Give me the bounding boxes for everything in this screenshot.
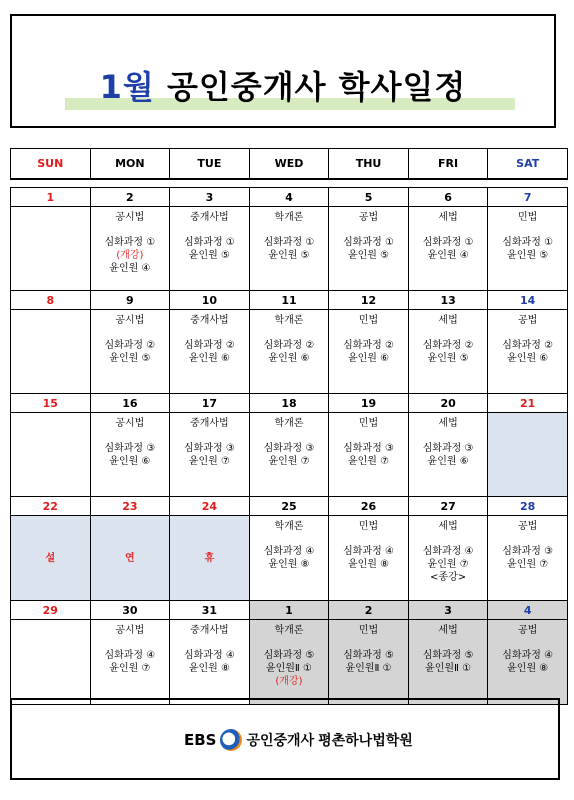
date-cell: 21 <box>488 394 568 413</box>
weekday-header-row <box>11 149 568 180</box>
schedule-cell <box>11 620 91 705</box>
subject-label: 학개론 <box>274 212 304 223</box>
brand-label: 공인중개사 <box>246 733 315 749</box>
date-cell: 15 <box>11 394 91 413</box>
date-cell: 5 <box>329 188 409 207</box>
schedule-line: 심화과정 ④ <box>343 546 394 557</box>
date-cell: 11 <box>249 291 329 310</box>
subject-label: 민법 <box>358 418 379 429</box>
week-row <box>11 310 568 394</box>
subject-label: 민법 <box>358 315 379 326</box>
schedule-line: 심화과정 ③ <box>263 443 315 454</box>
schedule-line: 윤인원 ④ <box>427 250 469 261</box>
ebs-logo-icon <box>220 729 242 751</box>
schedule-cell <box>249 620 329 705</box>
schedule-line: 윤인원 ⑥ <box>109 456 151 467</box>
schedule-line: (개강) <box>116 250 144 261</box>
schedule-line: 심화과정 ③ <box>343 443 394 454</box>
subject-label: 중개사법 <box>190 625 229 636</box>
schedule-line: 심화과정 ② <box>184 340 235 351</box>
schedule-line: 윤인원 ⑧ <box>347 559 390 570</box>
subject-label: 세법 <box>438 521 458 532</box>
schedule-cell <box>488 310 568 394</box>
weekday-sun: SUN <box>11 149 91 180</box>
schedule-line: 윤인원Ⅱ ① <box>265 663 312 674</box>
subject-label: 공시법 <box>115 418 145 429</box>
schedule-line: 심화과정 ① <box>343 237 394 248</box>
week-row <box>11 620 568 705</box>
schedule-line: 윤인원 ⑤ <box>109 353 151 364</box>
date-cell: 29 <box>11 601 91 620</box>
date-cell: 22 <box>11 497 91 516</box>
date-row <box>11 291 568 310</box>
holiday-cell: 휴 <box>170 516 250 601</box>
academy-label: 평촌하나법학원 <box>318 733 413 749</box>
schedule-line: 심화과정 ③ <box>184 443 235 454</box>
schedule-line: 윤인원 ⑥ <box>268 353 310 364</box>
schedule-line: 심화과정 ① <box>263 237 315 248</box>
schedule-cell <box>329 310 409 394</box>
date-cell: 13 <box>408 291 488 310</box>
date-cell: 31 <box>170 601 250 620</box>
subject-label: 세법 <box>438 418 458 429</box>
schedule-line: 윤인원 ⑦ <box>268 456 310 467</box>
date-row <box>11 497 568 516</box>
subject-label: 공시법 <box>115 625 145 636</box>
title-month: 1월 <box>99 68 155 106</box>
date-cell: 23 <box>90 497 170 516</box>
date-cell: 28 <box>488 497 568 516</box>
schedule-cell <box>11 310 91 394</box>
weekday-thu: THU <box>329 149 409 180</box>
schedule-line: 윤인원 ⑥ <box>507 353 549 364</box>
date-cell: 14 <box>488 291 568 310</box>
schedule-cell <box>488 516 568 601</box>
date-cell: 26 <box>329 497 409 516</box>
date-cell: 1 <box>249 601 329 620</box>
date-cell: 4 <box>488 601 568 620</box>
date-cell: 2 <box>329 601 409 620</box>
schedule-line: 심화과정 ④ <box>104 650 156 661</box>
schedule-line: 윤인원 ⑧ <box>188 663 230 674</box>
date-cell: 8 <box>11 291 91 310</box>
subject-label: 공법 <box>518 625 538 636</box>
date-cell: 30 <box>90 601 170 620</box>
date-cell: 20 <box>408 394 488 413</box>
subject-label: 세법 <box>438 212 458 223</box>
schedule-cell <box>329 207 409 291</box>
date-cell: 6 <box>408 188 488 207</box>
schedule-line: 윤인원 ⑦ <box>347 456 390 467</box>
schedule-line: <종강> <box>430 572 467 583</box>
schedule-cell <box>170 310 250 394</box>
schedule-cell <box>90 620 170 705</box>
ebs-label: EBS <box>184 731 217 749</box>
date-cell: 18 <box>249 394 329 413</box>
schedule-cell <box>249 207 329 291</box>
schedule-line: 심화과정 ① <box>422 237 474 248</box>
title-box <box>10 14 556 128</box>
schedule-cell <box>249 516 329 601</box>
holiday-cell: 설 <box>11 516 91 601</box>
schedule-cell <box>11 413 91 497</box>
schedule-line: 심화과정 ① <box>184 237 235 248</box>
date-cell: 4 <box>249 188 329 207</box>
schedule-line: 심화과정 ④ <box>502 650 554 661</box>
weekday-fri: FRI <box>408 149 488 180</box>
weekday-tue: TUE <box>170 149 250 180</box>
schedule-line: 윤인원 ⑦ <box>109 663 151 674</box>
schedule-cell <box>90 207 170 291</box>
date-cell: 24 <box>170 497 250 516</box>
schedule-line: 윤인원Ⅱ ① <box>345 663 392 674</box>
schedule-line: 심화과정 ① <box>104 237 156 248</box>
subject-label: 세법 <box>438 625 458 636</box>
date-cell: 2 <box>90 188 170 207</box>
schedule-cell <box>408 620 488 705</box>
schedule-line: 윤인원 ⑦ <box>507 559 549 570</box>
academy-logo <box>184 728 413 752</box>
date-cell: 3 <box>170 188 250 207</box>
spacer-cell <box>11 179 568 188</box>
date-cell: 3 <box>408 601 488 620</box>
schedule-line: 심화과정 ① <box>502 237 554 248</box>
schedule-line: 심화과정 ② <box>502 340 554 351</box>
subject-label: 공법 <box>358 212 379 223</box>
schedule-line: 윤인원 ⑤ <box>188 250 230 261</box>
schedule-line: 윤인원 ⑦ <box>427 559 469 570</box>
weekday-mon: MON <box>90 149 170 180</box>
schedule-line: 윤인원 ⑥ <box>427 456 469 467</box>
date-row <box>11 394 568 413</box>
date-cell: 9 <box>90 291 170 310</box>
schedule-cell <box>488 413 568 497</box>
subject-label: 학개론 <box>274 625 304 636</box>
schedule-line: 심화과정 ③ <box>422 443 474 454</box>
schedule-cell <box>408 310 488 394</box>
schedule-cell <box>90 413 170 497</box>
spacer-row <box>11 179 568 188</box>
schedule-line: 윤인원 ⑤ <box>427 353 469 364</box>
schedule-cell <box>249 310 329 394</box>
schedule-cell <box>488 207 568 291</box>
schedule-line: 윤인원 ⑥ <box>188 353 230 364</box>
schedule-line: 윤인원 ⑥ <box>347 353 390 364</box>
date-cell: 27 <box>408 497 488 516</box>
date-row <box>11 188 568 207</box>
weekday-wed: WED <box>249 149 329 180</box>
subject-label: 공법 <box>518 315 538 326</box>
schedule-line: 심화과정 ③ <box>104 443 156 454</box>
schedule-line: 심화과정 ② <box>422 340 474 351</box>
schedule-cell <box>329 516 409 601</box>
date-cell: 7 <box>488 188 568 207</box>
subject-label: 공법 <box>518 521 538 532</box>
subject-label: 중개사법 <box>190 418 229 429</box>
schedule-cell <box>90 310 170 394</box>
schedule-line: 심화과정 ⑤ <box>343 650 394 661</box>
schedule-line: 윤인원 ⑤ <box>268 250 310 261</box>
schedule-line: 심화과정 ④ <box>422 546 474 557</box>
schedule-cell <box>488 620 568 705</box>
week-row <box>11 516 568 601</box>
date-row <box>11 601 568 620</box>
subject-label: 공시법 <box>115 212 145 223</box>
schedule-line: 윤인원 ⑧ <box>507 663 549 674</box>
subject-label: 민법 <box>358 625 379 636</box>
date-cell: 10 <box>170 291 250 310</box>
schedule-line: 심화과정 ③ <box>502 546 554 557</box>
title-rest: 공인중개사 학사일정 <box>166 68 467 106</box>
date-cell: 19 <box>329 394 409 413</box>
schedule-line: 심화과정 ④ <box>263 546 315 557</box>
date-cell: 12 <box>329 291 409 310</box>
holiday-cell: 연 <box>90 516 170 601</box>
subject-label: 공시법 <box>115 315 145 326</box>
footer-box <box>10 698 560 780</box>
schedule-cell <box>170 620 250 705</box>
schedule-cell <box>329 413 409 497</box>
date-cell: 1 <box>11 188 91 207</box>
subject-label: 학개론 <box>274 521 304 532</box>
schedule-line: 심화과정 ② <box>104 340 156 351</box>
schedule-line: 윤인원Ⅱ ① <box>425 663 472 674</box>
subject-label: 중개사법 <box>190 212 229 223</box>
calendar-table <box>10 148 568 705</box>
subject-label: 민법 <box>358 521 379 532</box>
schedule-line: 윤인원 ④ <box>109 263 151 274</box>
schedule-line: 심화과정 ② <box>263 340 315 351</box>
date-cell: 25 <box>249 497 329 516</box>
schedule-line: (개강) <box>275 676 303 687</box>
week-row <box>11 413 568 497</box>
schedule-cell <box>329 620 409 705</box>
schedule-cell <box>170 207 250 291</box>
schedule-cell <box>408 413 488 497</box>
page-title <box>12 62 554 108</box>
schedule-line: 심화과정 ⑤ <box>263 650 315 661</box>
schedule-cell <box>170 413 250 497</box>
schedule-line: 심화과정 ④ <box>184 650 235 661</box>
schedule-line: 윤인원 ⑤ <box>507 250 549 261</box>
week-row <box>11 207 568 291</box>
schedule-line: 윤인원 ⑦ <box>188 456 230 467</box>
weekday-sat: SAT <box>488 149 568 180</box>
subject-label: 학개론 <box>274 418 304 429</box>
date-cell: 17 <box>170 394 250 413</box>
schedule-cell <box>408 516 488 601</box>
date-cell: 16 <box>90 394 170 413</box>
schedule-line: 윤인원 ⑤ <box>347 250 390 261</box>
subject-label: 중개사법 <box>190 315 229 326</box>
schedule-cell <box>249 413 329 497</box>
subject-label: 세법 <box>438 315 458 326</box>
schedule-line: 심화과정 ② <box>343 340 394 351</box>
schedule-cell <box>408 207 488 291</box>
subject-label: 민법 <box>518 212 538 223</box>
schedule-line: 심화과정 ⑤ <box>422 650 474 661</box>
schedule-cell <box>11 207 91 291</box>
subject-label: 학개론 <box>274 315 304 326</box>
schedule-line: 윤인원 ⑧ <box>268 559 310 570</box>
